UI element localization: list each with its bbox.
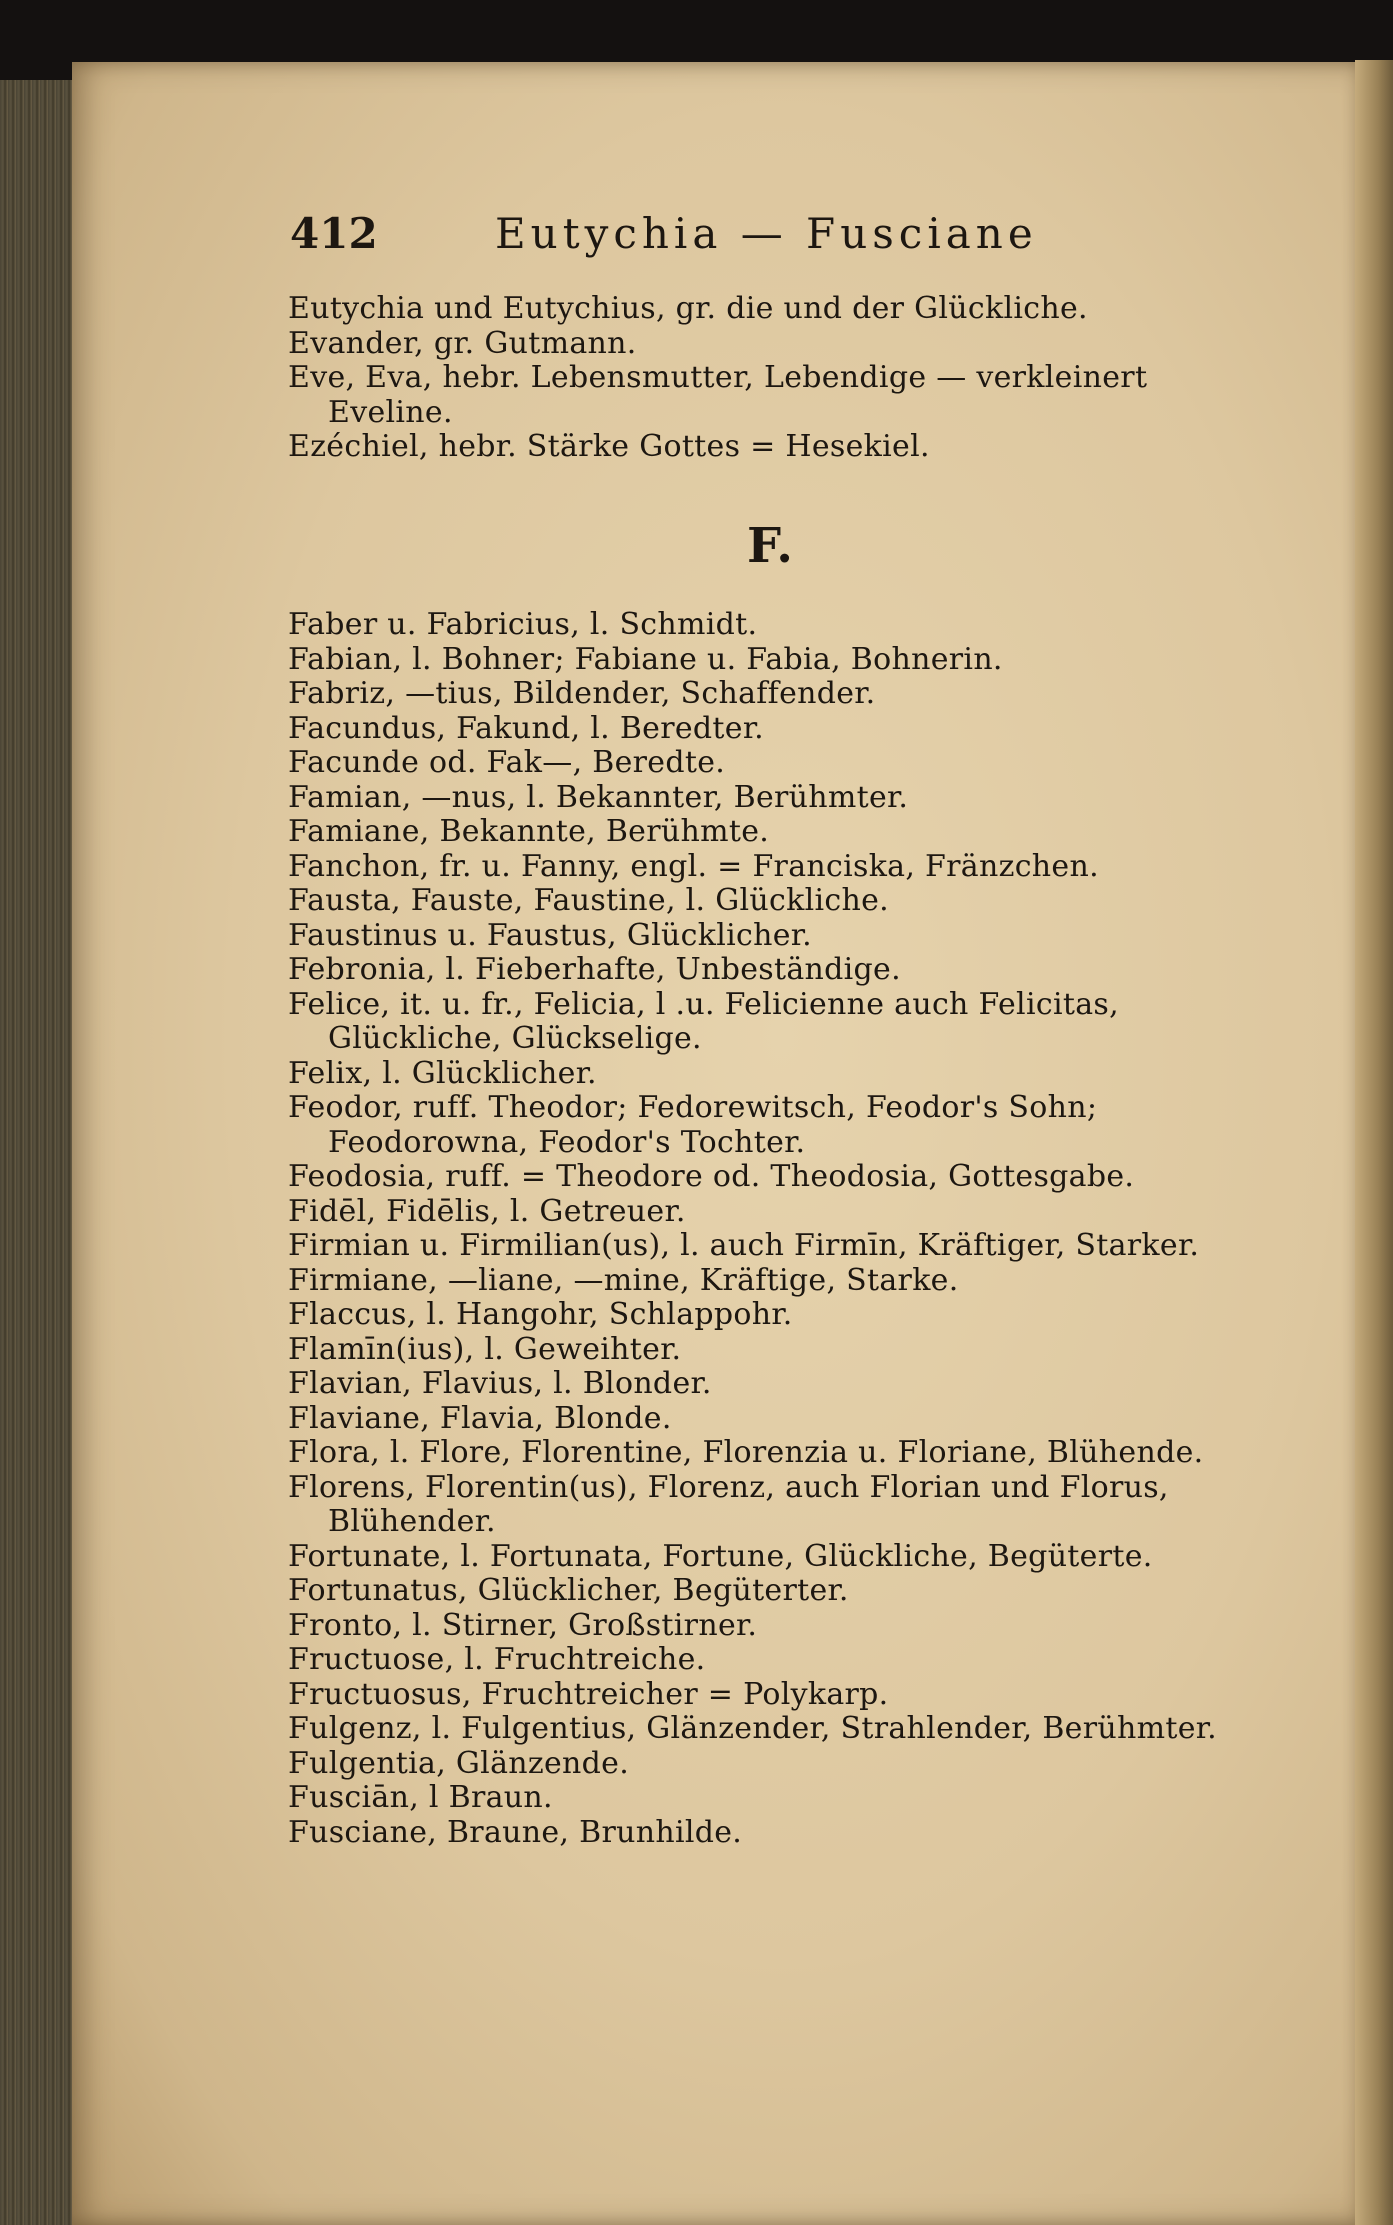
entry: Eve, Eva, hebr. Lebensmutter, Lebendige — verkleinert Eveline. (288, 360, 1148, 430)
entry: Fusciane, Braune, Brunhilde. (288, 1814, 743, 1850)
running-head: Eutychia — Fusciane (495, 209, 1038, 258)
entry: Fidēl, Fidēlis, l. Getreuer. (288, 1193, 686, 1229)
entry: Fanchon, fr. u. Fanny, engl. = Franciska, Fränzchen. (288, 848, 1099, 884)
page-header (290, 205, 1070, 265)
entries-f-section (288, 608, 1268, 1850)
entry: Flavian, Flavius, l. Blonder. (288, 1366, 712, 1401)
entry: Firmian u. Firmilian(us), l. auch Firmīn, Kräftiger, Starker. (288, 1228, 1200, 1263)
entry: Fortunatus, Glücklicher, Begüterter. (288, 1573, 849, 1608)
entry: Felice, it. u. fr., Felicia, l .u. Felicienne auch Felicitas, Glückliche, Glückselige. (288, 986, 1119, 1056)
entry: Fabriz, —tius, Bildender, Schaffender. (288, 676, 876, 711)
entry: Feodor, ruff. Theodor; Fedorewitsch, Feodor's Sohn; Feodorowna, Feodor's Tochter. (288, 1090, 1098, 1160)
entry: Flora, l. Flore, Florentine, Florenzia u. Floriane, Blühende. (288, 1435, 1204, 1470)
entry: Flaviane, Flavia, Blonde. (288, 1400, 672, 1436)
entry: Famiane, Bekannte, Berühmte. (288, 814, 770, 849)
entry: Fabian, l. Bohner; Fabiane u. Fabia, Bohnerin. (288, 641, 1003, 677)
entry: Facundus, Fakund, l. Beredter. (288, 710, 765, 746)
section-heading-letter: F. (747, 518, 793, 574)
page-number: 412 (290, 209, 378, 258)
entry: Faber u. Fabricius, l. Schmidt. (288, 607, 758, 642)
entry: Ezéchiel, hebr. Stärke Gottes = Hesekiel. (288, 429, 930, 464)
entry: Fausta, Fauste, Faustine, l. Glückliche. (288, 883, 889, 918)
entry: Facunde od. Fak—, Beredte. (288, 745, 726, 780)
entry: Fronto, l. Stirner, Großstirner. (288, 1607, 758, 1643)
entries-e-section (288, 292, 1268, 465)
entry: Evander, gr. Gutmann. (288, 325, 637, 361)
entry: Fusciān, l Braun. (288, 1780, 553, 1815)
entry: Fulgentia, Glänzende. (288, 1745, 630, 1781)
entry: Flamīn(ius), l. Geweihter. (288, 1331, 682, 1367)
entry: Faustinus u. Faustus, Glücklicher. (288, 917, 812, 953)
entry: Flaccus, l. Hangohr, Schlappohr. (288, 1297, 793, 1332)
entry: Florens, Florentin(us), Florenz, auch Florian und Florus, Blühender. (288, 1469, 1169, 1539)
entry: Fructuose, l. Fruchtreiche. (288, 1642, 706, 1677)
entry: Famian, —nus, l. Bekannter, Berühmter. (288, 779, 909, 815)
entry: Fulgenz, l. Fulgentius, Glänzender, Strahlender, Berühmter. (288, 1711, 1217, 1746)
entry: Felix, l. Glücklicher. (288, 1055, 597, 1091)
entry: Eutychia und Eutychius, gr. die und der Glückliche. (288, 291, 1088, 326)
entry: Fortunate, l. Fortunata, Fortune, Glückliche, Begüterte. (288, 1538, 1153, 1574)
entry: Feodosia, ruff. = Theodore od. Theodosia, Gottesgabe. (288, 1159, 1135, 1194)
facing-page-edge (1355, 60, 1393, 2225)
book-page-edges (0, 80, 78, 2225)
entry: Febronia, l. Fieberhafte, Unbeständige. (288, 952, 901, 987)
entry: Firmiane, —liane, —mine, Kräftige, Starke. (288, 1262, 959, 1298)
entry: Fructuosus, Fruchtreicher = Polykarp. (288, 1676, 889, 1712)
